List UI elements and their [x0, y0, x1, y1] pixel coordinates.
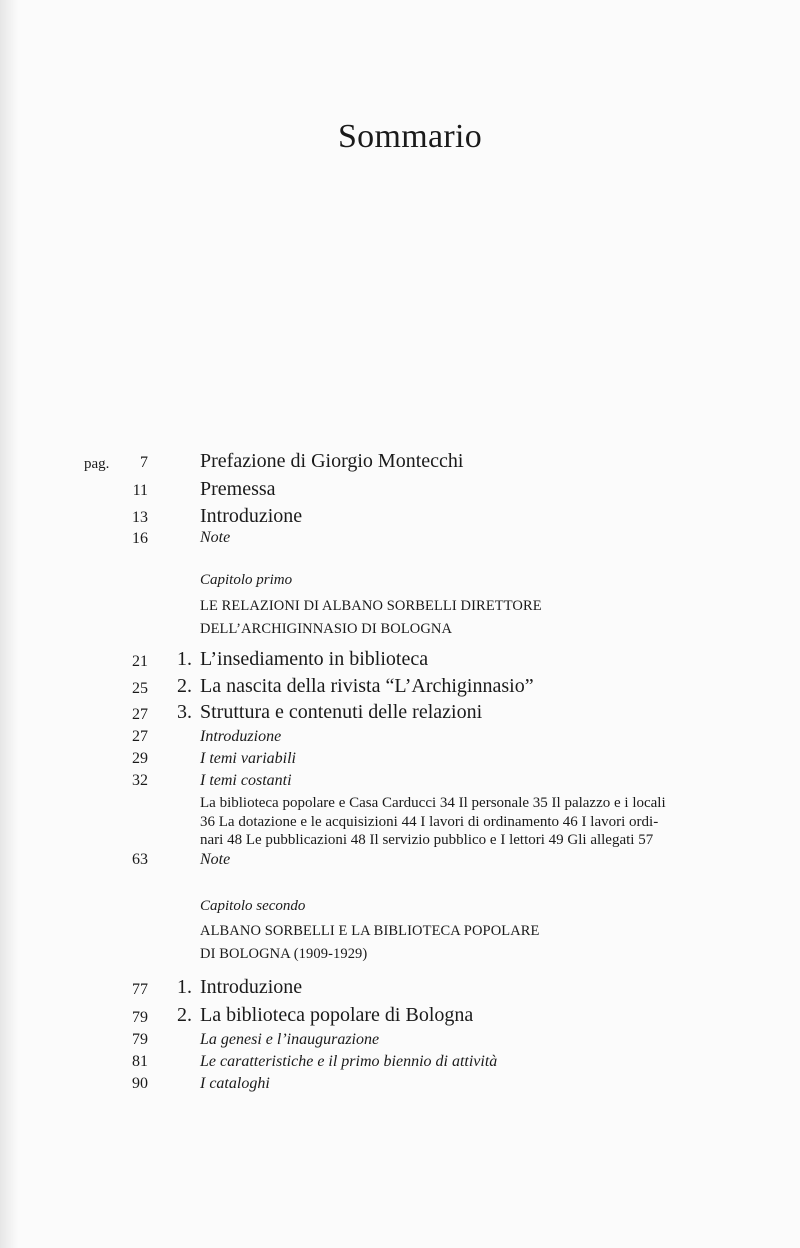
section-number: 2. [177, 675, 192, 697]
section-number: 2. [177, 1004, 192, 1026]
page-title: Sommario [337, 118, 483, 155]
entry-title: La nascita della rivista “L’Archiginnasio” [200, 675, 534, 697]
page-number: 7 [140, 454, 148, 471]
chapter-title: LE RELAZIONI DI ALBANO SORBELLI DIRETTORE [200, 598, 542, 614]
page-number: 25 [132, 680, 148, 697]
entry-title: Note [200, 529, 231, 546]
entry-title: Struttura e contenuti delle relazioni [200, 701, 483, 723]
chapter-heading: Capitolo primo [200, 572, 293, 588]
page-number: 63 [132, 851, 148, 868]
page-number: 21 [132, 653, 148, 670]
section-number: 1. [177, 648, 192, 670]
scan-edge-shadow [0, 0, 18, 1248]
page-number: 16 [132, 530, 148, 547]
page-number: 29 [132, 750, 148, 767]
page-number: 27 [132, 728, 148, 745]
entry-title: I temi variabili [200, 750, 296, 767]
chapter-heading: Capitolo secondo [200, 898, 306, 914]
chapter-title: ALBANO SORBELLI E LA BIBLIOTECA POPOLARE [200, 923, 540, 939]
entry-title: Introduzione [200, 728, 282, 745]
page-number: 27 [132, 706, 148, 723]
entry-title: Prefazione di Giorgio Montecchi [200, 450, 464, 472]
section-number: 1. [177, 976, 192, 998]
entry-title: Premessa [200, 478, 276, 500]
chapter-title: DELL’ARCHIGINNASIO DI BOLOGNA [200, 621, 453, 637]
entry-title: I temi costanti [200, 772, 292, 789]
entry-title: La biblioteca popolare di Bologna [200, 1004, 474, 1026]
entry-title: I cataloghi [200, 1075, 270, 1092]
page-number: 32 [132, 772, 148, 789]
entry-title: Le caratteristiche e il primo biennio di attività [200, 1053, 498, 1070]
page-number: 77 [132, 981, 148, 998]
detail-text: La biblioteca popolare e Casa Carducci 34 Il personale 35 Il palazzo e i locali [200, 795, 666, 811]
detail-text: 36 La dotazione e le acquisizioni 44 I lavori di ordinamento 46 I lavori ordi- [200, 814, 659, 830]
entry-title: Introduzione [200, 976, 303, 998]
entry-title: La genesi e l’inaugurazione [200, 1031, 380, 1048]
page-number: 11 [132, 482, 148, 499]
page-number: 90 [132, 1075, 148, 1092]
page-number: 79 [132, 1031, 148, 1048]
detail-text: nari 48 Le pubblicazioni 48 Il servizio pubblico e I lettori 49 Gli allegati 57 [200, 832, 654, 848]
page-number: 13 [132, 509, 148, 526]
entry-title: Note [200, 851, 231, 868]
entry-title: L’insediamento in biblioteca [200, 648, 429, 670]
chapter-title: DI BOLOGNA (1909-1929) [200, 946, 368, 962]
page-number: 79 [132, 1009, 148, 1026]
page-number: 81 [132, 1053, 148, 1070]
entry-title: Introduzione [200, 505, 303, 527]
pag-label: pag. [84, 456, 110, 472]
section-number: 3. [177, 701, 192, 723]
